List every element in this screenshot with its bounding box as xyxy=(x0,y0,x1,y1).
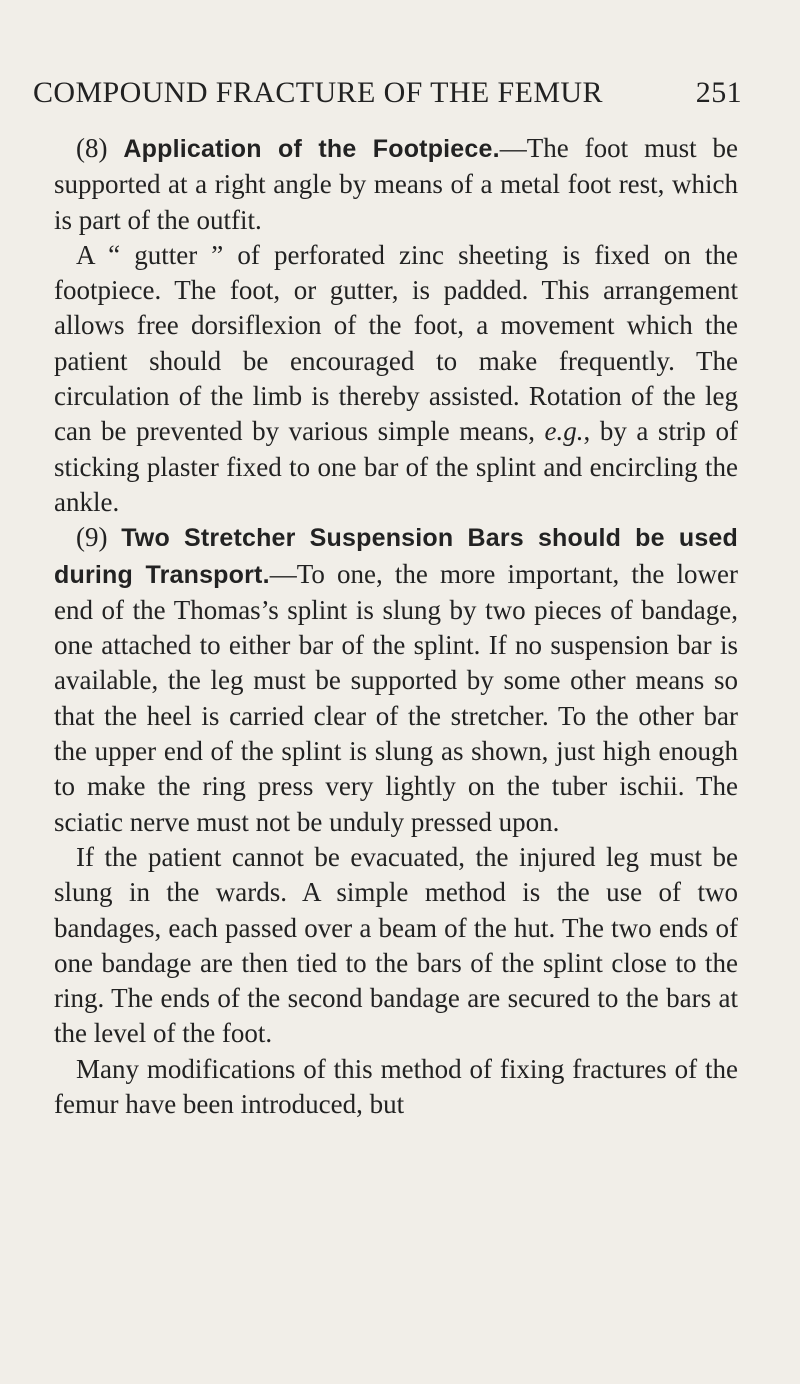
section-heading-footpiece: Application of the Footpiece. xyxy=(123,135,500,163)
running-head xyxy=(33,76,742,116)
paragraph-text: —The foot must be supported at a right angle by means of a metal foot rest, which is part of the outfit. xyxy=(54,133,739,235)
page-number: 251 xyxy=(695,76,742,109)
italic-abbreviation: e.g. xyxy=(544,416,584,447)
section-number-8: (8) xyxy=(76,133,108,163)
paragraph-modifications xyxy=(54,1052,738,1123)
section-number-9: (9) xyxy=(76,522,108,553)
paragraph-text: If the patient cannot be evacuated, the injured leg must be slung in the wards. A simple method is the use of two bandages, each passed over a beam of the hut. The two ends of one bandage are then tied to the bars of the splint close to the ring. The ends of the second bandage are secured to the bars at the level of the foot. xyxy=(54,841,738,1049)
paragraph-gutter xyxy=(54,238,738,520)
body-text xyxy=(54,131,738,1122)
paragraph-text: Many modifications of this method of fixing fractures of the femur have been introduced, but xyxy=(54,1053,738,1120)
section-heading-suspension: Two Stretcher Suspension Bars should be used during Transport. xyxy=(54,524,739,589)
paragraph-text: , by a strip of sticking plaster fixed to one bar of the splint and encircling the ankle. xyxy=(54,416,738,517)
paragraph-text: —To one, the more important, the lower end of the Thomas’s splint is slung by two pieces of bandage, one attached to either bar of the splint. If no suspension bar is available, the leg must be supported by some other means so that the heel is carried clear of the stretcher. To the other bar the upper end of the splint is slung as shown, just high enough to make the ring press very lightly on the tuber ischii. The sciatic nerve must not be unduly pressed upon. xyxy=(54,558,738,837)
paragraph-text: A “ gutter ” of perforated zinc sheeting is fixed on the footpiece. The foot, or gutter, is padded. This arrangement allows free dorsiflexion of the foot, a movement which the patient should be encouraged to make frequently. The circulation of the limb is thereby assisted. Rotation of the leg can be prevented by various simple means, xyxy=(54,239,738,447)
paragraph-suspension-bars xyxy=(54,520,738,840)
paragraph-footpiece xyxy=(54,131,738,238)
paragraph-wards xyxy=(54,840,738,1052)
running-head-title: COMPOUND FRACTURE OF THE FEMUR xyxy=(33,76,603,109)
